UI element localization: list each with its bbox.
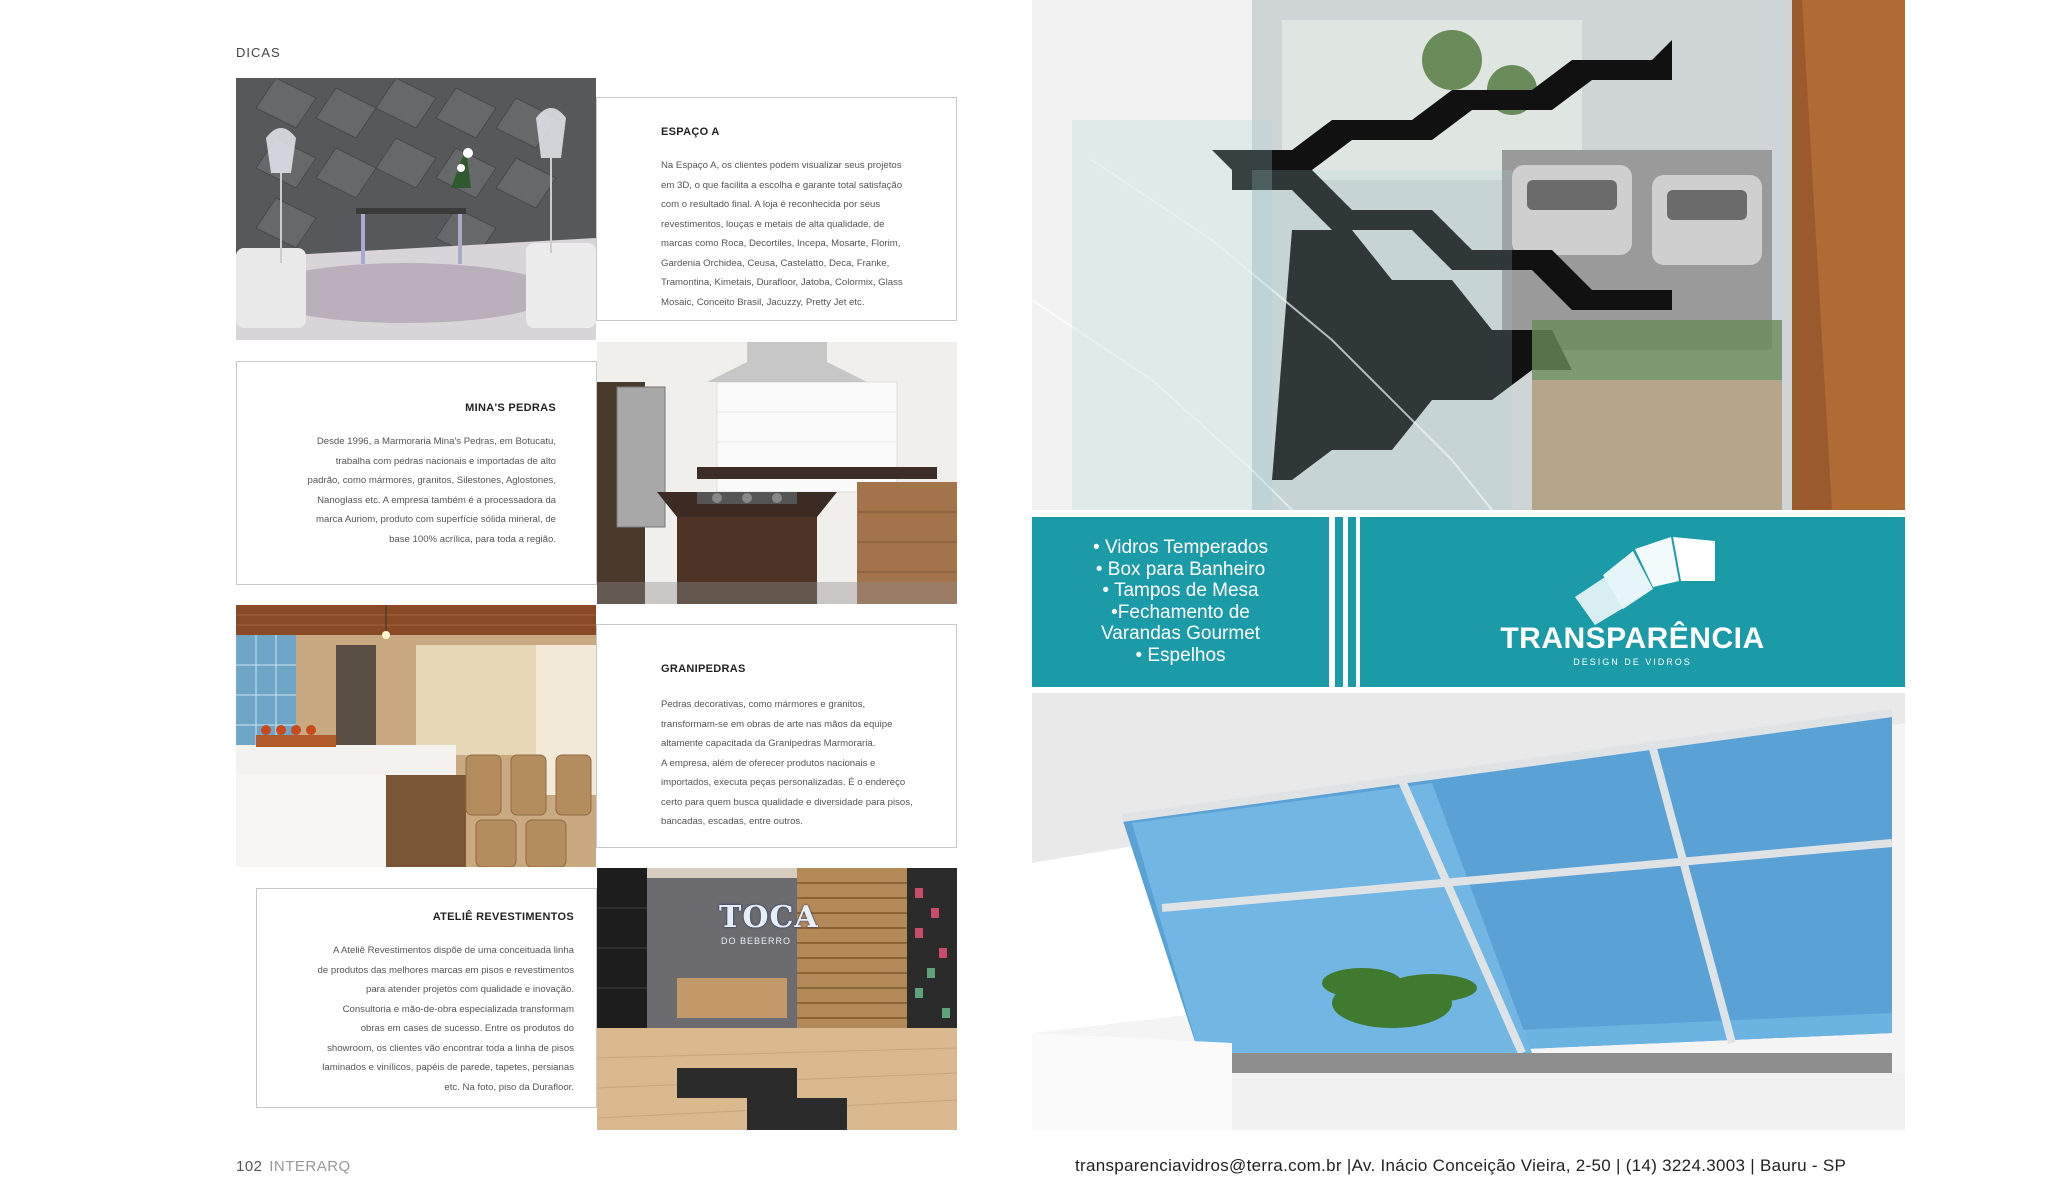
- magazine-name: INTERARQ: [269, 1158, 351, 1175]
- article-espaco-a: [596, 97, 957, 321]
- page-footer: [236, 1158, 351, 1175]
- photo-kitchen: [597, 342, 957, 604]
- store-sign-main: TOCA: [719, 900, 819, 935]
- photo-bar-dining: [236, 605, 596, 867]
- service-item: • Vidros Temperados: [1093, 537, 1268, 558]
- photo-store-toca: [597, 868, 957, 1130]
- services-list: [1032, 537, 1329, 666]
- article-title: MINA'S PEDRAS: [465, 402, 556, 414]
- photo-glass-staircase: [1032, 0, 1905, 510]
- service-item: •Fechamento de: [1111, 601, 1250, 623]
- brand-name: TRANSPARÊNCIA: [1500, 622, 1765, 655]
- brand-tagline: DESIGN DE VIDROS: [1573, 657, 1692, 667]
- article-body: Pedras decorativas, como mármores e granitos, transformam-se em obras de arte nas mãos da equipe altamente capacitada da Granipedras Marmoraria. A empresa, além de oferecer produtos nacionais e importados, executa peças personalizadas. É o endereço certo para quem busca qualidade e diversidade para pisos, bancadas, escadas, entre outros.: [661, 699, 913, 827]
- photo-espaco-a-showroom: [236, 78, 596, 340]
- article-body: A Ateliê Revestimentos dispõe de uma conceituada linha de produtos das melhores marcas em pisos e revestimentos para atender projetos com qualidade e inovação. Consultoria e mão-de-obra especializada transformam obras em cases de sucesso. Entre os produtos do showroom, os clientes vão encontrar toda a linha de pisos laminados e vinílicos, papéis de parede, tapetes, persianas etc. Na foto, piso da Durafloor.: [317, 945, 574, 1093]
- service-item: Varandas Gourmet: [1100, 623, 1261, 644]
- article-title: ATELIÊ REVESTIMENTOS: [432, 911, 574, 923]
- transparencia-ad-banner: [1032, 517, 1905, 687]
- section-label: DICAS: [236, 45, 281, 60]
- article-atelie-revestimentos: [256, 888, 597, 1108]
- ad-contact-line: transparenciavidros@terra.com.br |Av. Inácio Conceição Vieira, 2-50 | (14) 3224.3003 | Bauru - SP: [1075, 1156, 1847, 1175]
- service-item: • Espelhos: [1135, 644, 1226, 666]
- service-item: • Box para Banheiro: [1095, 558, 1266, 580]
- services-panel: [1032, 517, 1329, 687]
- store-sign-sub: DO BEBERRO: [721, 936, 792, 946]
- article-minas-pedras: [236, 361, 597, 585]
- brand-panel: [1360, 517, 1905, 687]
- article-title: ESPAÇO A: [661, 126, 720, 138]
- article-body: Na Espaço A, os clientes podem visualizar seus projetos em 3D, o que facilita a escolha e garante total satisfação com o resultado final. A loja é reconhecida por seus revestimentos, louças e metais de alta qualidade, de marcas como Roca, Decortiles, Incepa, Mosarte, Florim, Gardenia Orchidea, Ceusa, Castelatto, Deca, Franke, Tramontina, Kimetais, Durafloor, Jatoba, Colormix, Glass Mosaic, Conceito Brasil, Jacuzzy, Pretty Jet etc.: [661, 160, 903, 308]
- article-body: Desde 1996, a Marmoraria Mina's Pedras, em Botucatu, trabalha com pedras nacionais e importadas de alto padrão, como mármores, granitos, Silestones, Aglostones, Nanoglass etc. A empresa também é a processadora da marca Auriom, produto com superfície sólida mineral, de base 100% acrílica, para toda a região.: [307, 436, 556, 545]
- photo-glass-skylight: [1032, 693, 1905, 1130]
- divider-stripe: [1348, 517, 1356, 687]
- glass-panes-logo-icon: [1575, 537, 1715, 625]
- page-number: 102: [236, 1158, 263, 1175]
- article-title: GRANIPEDRAS: [661, 663, 746, 675]
- article-granipedras: [596, 624, 957, 848]
- divider-stripe: [1335, 517, 1343, 687]
- service-item: • Tampos de Mesa: [1102, 580, 1259, 601]
